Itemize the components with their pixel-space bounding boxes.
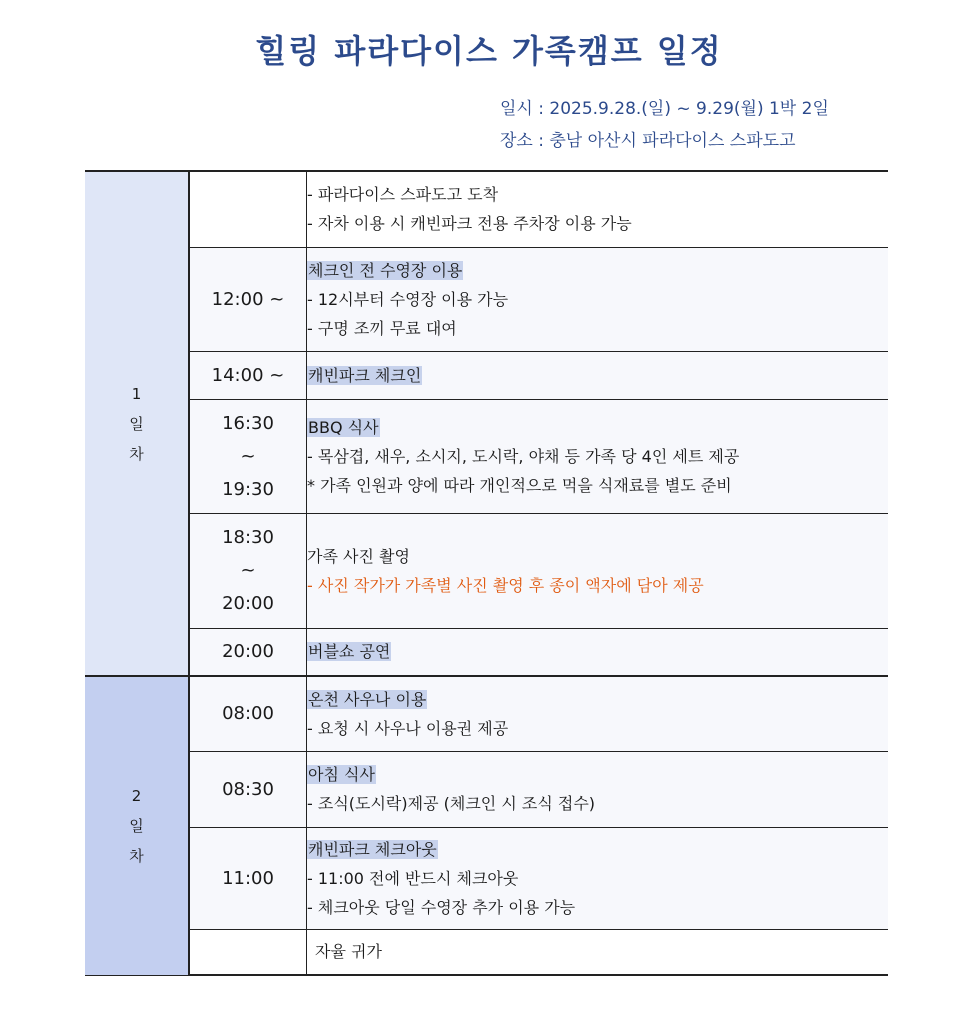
desc-line: - 구명 조끼 무료 대여 xyxy=(307,318,457,338)
desc-cell xyxy=(307,399,889,513)
day-1-label: 1 일 차 xyxy=(85,171,189,676)
desc-cell xyxy=(307,351,889,399)
desc-heading: 아침 식사 xyxy=(308,765,375,784)
desc-line: - 조식(도시락)제공 (체크인 시 조식 접수) xyxy=(307,794,596,813)
time-cell: 18:30 ~ 20:00 xyxy=(189,513,307,628)
time-cell xyxy=(189,171,307,247)
time-cell: 11:00 xyxy=(189,827,307,929)
desc-line: - 12시부터 수영장 이용 가능 xyxy=(307,289,509,309)
time-cell: 14:00 ~ xyxy=(189,351,307,399)
table-row xyxy=(85,676,888,751)
desc-cell xyxy=(307,247,889,351)
table-row xyxy=(85,929,888,975)
time-cell: 08:00 xyxy=(189,676,307,751)
desc-heading: 체크인 전 수영장 이용 xyxy=(308,260,463,280)
schedule-table xyxy=(85,170,888,976)
table-row xyxy=(85,751,888,827)
page-title: 힐링 파라다이스 가족캠프 일정 xyxy=(255,32,723,70)
time-cell: 12:00 ~ xyxy=(189,247,307,351)
desc-cell xyxy=(307,628,889,676)
day-2-label: 2 일 차 xyxy=(85,676,189,975)
desc-heading: 캐빈파크 체크인 xyxy=(308,365,422,385)
time-cell xyxy=(189,929,307,975)
desc-heading: BBQ 식사 xyxy=(308,417,379,437)
table-row xyxy=(85,513,888,628)
event-date: 일시 : 2025.9.28.(일) ~ 9.29(월) 1박 2일 xyxy=(500,99,829,119)
desc-line: - 요청 시 사우나 이용권 제공 xyxy=(307,718,509,738)
desc-heading: 온천 사우나 이용 xyxy=(308,689,427,709)
desc-heading: 가족 사진 촬영 xyxy=(307,546,410,566)
desc-cell xyxy=(307,751,889,827)
table-row xyxy=(85,351,888,399)
desc-heading: 캐빈파크 체크아웃 xyxy=(308,839,437,859)
desc-cell xyxy=(307,676,889,751)
desc-cell xyxy=(307,171,889,247)
time-cell: 20:00 xyxy=(189,628,307,676)
desc-line: - 11:00 전에 반드시 체크아웃 xyxy=(307,868,519,888)
time-cell: 16:30 ~ 19:30 xyxy=(189,399,307,513)
desc-line: * 가족 인원과 양에 따라 개인적으로 먹을 식재료를 별도 준비 xyxy=(307,475,732,495)
desc-line: - 체크아웃 당일 수영장 추가 이용 가능 xyxy=(307,897,576,917)
desc-line: - 파라다이스 스파도고 도착 xyxy=(307,185,499,205)
table-row xyxy=(85,628,888,676)
desc-line: - 자차 이용 시 캐빈파크 전용 주차장 이용 가능 xyxy=(307,214,632,234)
time-cell: 08:30 xyxy=(189,751,307,827)
desc-heading: 버블쇼 공연 xyxy=(308,642,391,662)
desc-cell xyxy=(307,827,889,929)
table-row xyxy=(85,399,888,513)
desc-line: - 목삼겹, 새우, 소시지, 도시락, 야채 등 가족 당 4인 세트 제공 xyxy=(307,446,740,466)
desc-cell xyxy=(307,513,889,628)
table-row xyxy=(85,247,888,351)
event-place: 장소 : 충남 아산시 파라다이스 스파도고 xyxy=(500,131,796,151)
desc-cell xyxy=(307,929,889,975)
desc-line-accent: - 사진 작가가 가족별 사진 촬영 후 종이 액자에 담아 제공 xyxy=(307,575,704,595)
table-row xyxy=(85,171,888,247)
desc-line: 자율 귀가 xyxy=(315,942,382,962)
table-row xyxy=(85,827,888,929)
